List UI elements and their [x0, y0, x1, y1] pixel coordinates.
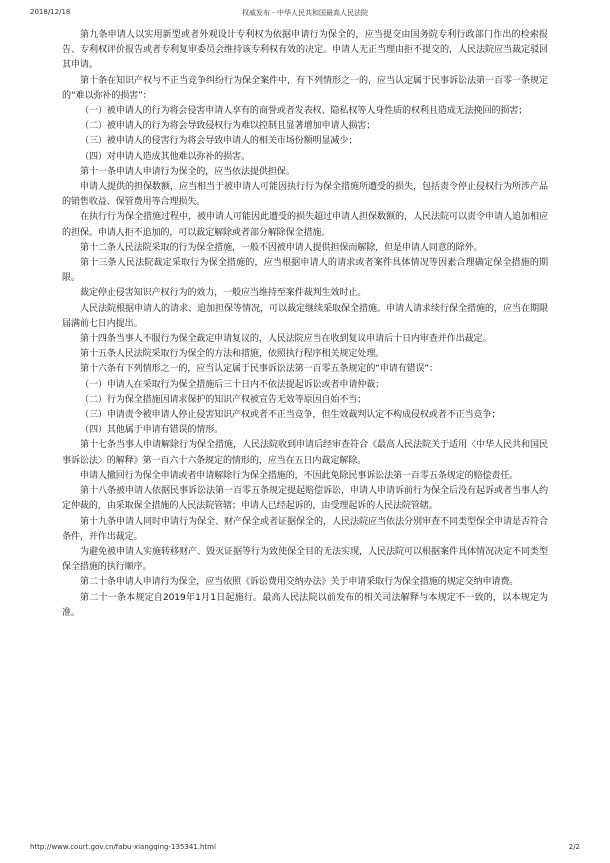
paragraph: 为避免被申请人实施转移财产、毁灭证据等行为致使保全目的无法实现，人民法院可以根据案件具体情况决定不同类型保全措施的执行顺序。 — [62, 546, 548, 573]
footer-url: http://www.court.gov.cn/fabu-xiangqing-135341.html — [30, 843, 216, 851]
paragraph: 第九条申请人以实用新型或者外观设计专利权为依据申请行为保全的，应当提交由国务院专利行政部门作出的检索报告、专利权评价报告或者专利复审委员会维持该专利权有效的决定。申请人无正当理由拒不提交的，人民法院应当裁定驳回其申请。 — [62, 30, 548, 71]
paragraph: 在执行行为保全措施过程中，被申请人可能因此遭受的损失超过申请人担保数额的，人民法院可以责令申请人追加相应的担保。申请人拒不追加的，可以裁定解除或者部分解除保全措施。 — [62, 212, 548, 238]
document-body — [62, 28, 548, 621]
paragraph: （一）申请人在采取行为保全措施后三十日内不依法提起诉讼或者申请仲裁； — [80, 379, 385, 390]
header-title: 权威发布 - 中华人民共和国最高人民法院 — [242, 9, 368, 17]
page-footer — [30, 843, 580, 855]
header-date: 2018/12/18 — [30, 8, 71, 16]
paragraph: 第十二条人民法院采取的行为保全措施，一般不因被申请人提供担保而解除，但是申请人同意的除外。 — [80, 242, 483, 253]
paragraph: 第十条在知识产权与不正当竞争纠纷行为保全案件中，有下列情形之一的，应当认定属于民事诉讼法第一百零一条规定的“难以弥补的损害”： — [62, 75, 548, 101]
paragraph: 第十一条申请人申请行为保全的，应当依法提供担保。 — [80, 166, 295, 177]
paragraph: 第十六条有下列情形之一的，应当认定属于民事诉讼法第一百零五条规定的“申请有错误”： — [80, 364, 438, 375]
page-number: 2/2 — [568, 843, 580, 851]
paragraph: 第十七条当事人申请解除行为保全措施，人民法院收到申请后经审查符合《最高人民法院关于适用〈中华人民共和国民事诉讼法〉的解释》第一百六十六条规定的情形的，应当在五日内裁定解除。 — [62, 440, 548, 466]
paragraph: 第二十条申请人申请行为保全，应当依照《诉讼费用交纳办法》关于申请采取行为保全措施的规定交纳申请费。 — [80, 577, 519, 588]
paragraph: 裁定停止侵害知识产权行为的效力，一般应当维持至案件裁判生效时止。 — [80, 288, 367, 299]
paragraph: 第二十一条本规定自2019年1月1日起施行。最高人民法院以前发布的相关司法解释与本规定不一致的，以本规定为准。 — [62, 592, 548, 618]
paragraph: 第十三条人民法院裁定采取行为保全措施的，应当根据申请人的请求或者案件具体情况等因素合理确定保全措施的期限。 — [62, 258, 548, 284]
paragraph: 第十九条申请人同时申请行为保全、财产保全或者证据保全的，人民法院应当依法分别审查不同类型保全申请是否符合条件，并作出裁定。 — [62, 516, 548, 542]
page-header — [30, 8, 580, 20]
paragraph: 第十八条被申请人依据民事诉讼法第一百零五条规定提起赔偿诉讼，申请人申请诉前行为保全后没有起诉或者当事人约定仲裁的，由采取保全措施的人民法院管辖；申请人已经起诉的，由受理起诉的人民法院管辖。 — [62, 486, 548, 512]
paragraph: （四）其他属于申请有错误的情形。 — [80, 425, 224, 436]
paragraph: （二）行为保全措施因请求保护的知识产权被宣告无效等原因自始不当； — [80, 394, 367, 405]
paragraph: （四）对申请人造成其他难以弥补的损害。 — [80, 151, 250, 162]
paragraph: 申请人提供的担保数额，应当相当于被申请人可能因执行行为保全措施所遭受的损失，包括责令停止侵权行为所涉产品的销售收益、保管费用等合理损失。 — [62, 182, 548, 208]
paragraph: 第十五条人民法院采取行为保全的方法和措施，依照执行程序相关规定处理。 — [80, 349, 385, 360]
paragraph: （一）被申请人的行为将会侵害申请人享有的商誉或者发表权、隐私权等人身性质的权利且造成无法挽回的损害； — [80, 106, 528, 117]
paragraph: （三）申请责令被申请人停止侵害知识产权或者不正当竞争，但生效裁判认定不构成侵权或者不正当竞争； — [80, 410, 501, 421]
paragraph: 人民法院根据申请人的请求、追加担保等情况，可以裁定继续采取保全措施。申请人请求续行保全措施的，应当在期限届满前七日内提出。 — [62, 303, 548, 329]
paragraph: 第十四条当事人不服行为保全裁定申请复议的，人民法院应当在收到复议申请后十日内审查并作出裁定。 — [80, 334, 492, 345]
paragraph: （三）被申请人的侵害行为将会导致申请人的相关市场份额明显减少； — [80, 136, 358, 147]
paragraph: 申请人撤回行为保全申请或者申请解除行为保全措施的，不因此免除民事诉讼法第一百零五条规定的赔偿责任。 — [80, 470, 519, 481]
paragraph: （二）被申请人的行为将会导致侵权行为难以控制且显著增加申请人损害； — [80, 121, 376, 132]
